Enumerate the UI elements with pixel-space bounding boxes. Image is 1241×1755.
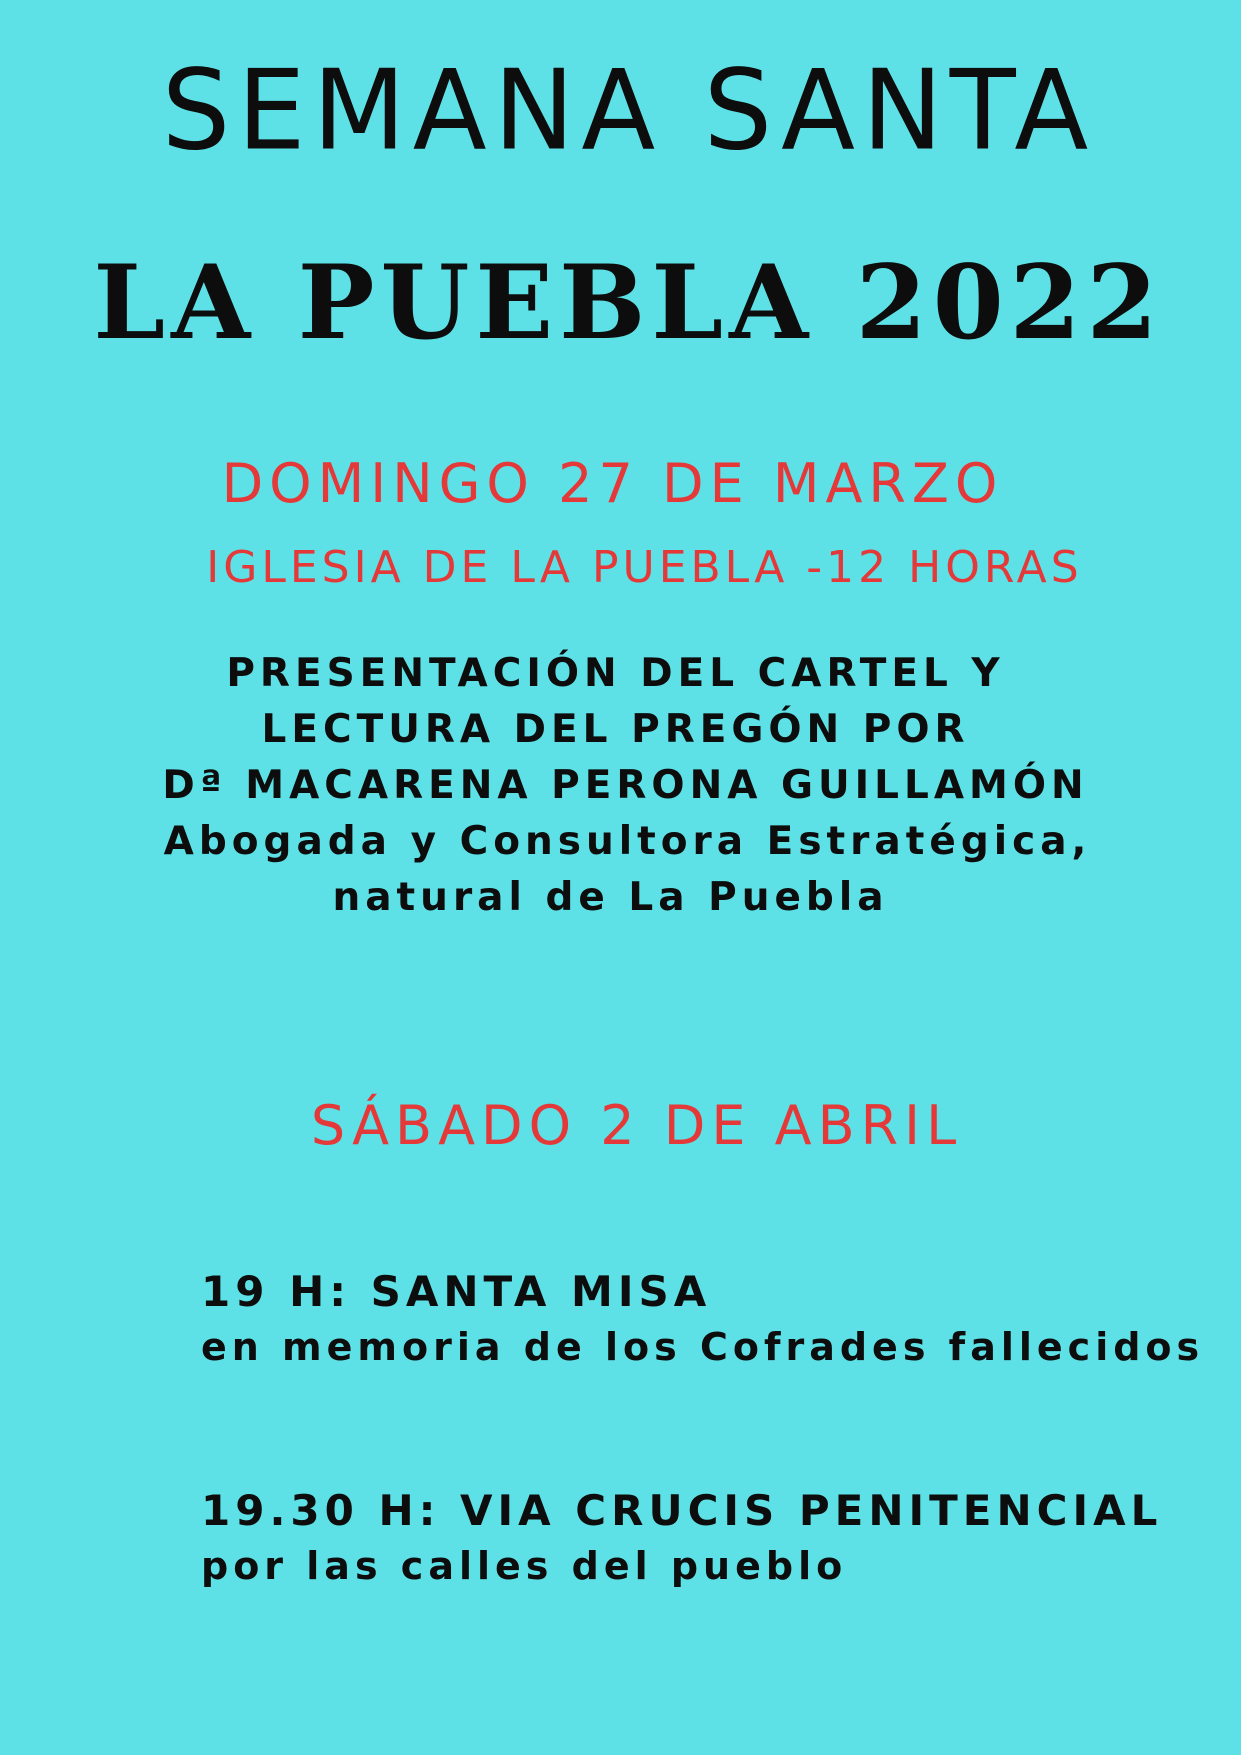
first-event-date: DOMINGO 27 DE MARZO (221, 452, 1004, 515)
title-semana-santa: SEMANA SANTA (161, 47, 1096, 176)
event-heading: 19 H: SANTA MISA (201, 1267, 712, 1316)
announcement-speaker: Dª MACARENA PERONA GUILLAMÓN (162, 763, 1089, 808)
event-detail: por las calles del pueblo (201, 1544, 848, 1588)
event-detail: en memoria de los Cofrades fallecidos (201, 1325, 1205, 1369)
announcement-line: LECTURA DEL PREGÓN POR (261, 707, 970, 752)
announcement-speaker-origin: natural de La Puebla (332, 875, 889, 920)
announcement-speaker-role: Abogada y Consultora Estratégica, (163, 819, 1092, 864)
title-la-puebla-2022: LA PUEBLA 2022 (93, 243, 1164, 363)
announcement-line: PRESENTACIÓN DEL CARTEL Y (226, 651, 1005, 696)
event-heading: 19.30 H: VIA CRUCIS PENITENCIAL (201, 1486, 1163, 1535)
second-day-date: SÁBADO 2 DE ABRIL (310, 1094, 963, 1157)
first-event-place-time: IGLESIA DE LA PUEBLA -12 HORAS (206, 542, 1083, 593)
first-event-announcement (0, 646, 1241, 926)
event-item (201, 1265, 1204, 1375)
event-item (201, 1484, 1162, 1594)
